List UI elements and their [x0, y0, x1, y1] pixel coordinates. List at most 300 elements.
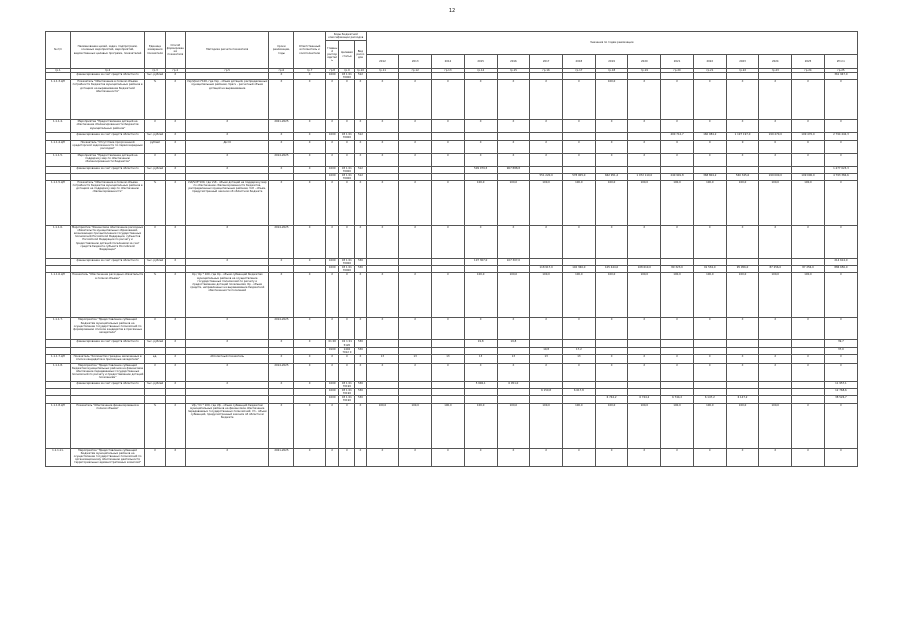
table-cell — [661, 347, 694, 354]
table-cell: Мероприятие "Предоставление дотаций на поддержку мер по обеспечению сбалансированности бюджетов" — [70, 153, 145, 166]
table-cell: 100,0 — [595, 180, 628, 225]
table-cell: Х — [339, 354, 355, 363]
column-number: гр.4 — [165, 69, 185, 73]
table-cell: Х — [185, 225, 269, 258]
header-values-group: Значения по годам реализации — [366, 32, 857, 55]
table-cell — [759, 389, 792, 396]
table-cell: Х — [693, 318, 726, 340]
table-cell — [497, 173, 530, 180]
table-cell — [792, 340, 825, 347]
table-cell: Показатель "Обеспечение в полном объеме потребности бюджетов муниципальных районов в дотациях на выравнивание бюджетной обеспеченности" — [70, 80, 145, 120]
table-cell: Х — [661, 80, 694, 120]
table-cell — [185, 266, 269, 273]
table-row — [46, 225, 858, 258]
table-cell — [185, 347, 269, 354]
table-cell: 530 — [355, 396, 366, 403]
table-cell: Х — [366, 140, 399, 153]
table-cell: Х — [693, 448, 726, 466]
table-cell: % — [145, 80, 165, 120]
table-cell — [464, 347, 497, 354]
table-cell: 03 1 01 70000 — [339, 258, 355, 265]
table-cell: 0100 — [325, 347, 339, 354]
header-name: Наименование целей, задач, подпрограмм, основных мероприятий, мероприятий, ведомственных целевых программ, показателей — [70, 32, 145, 69]
table-cell: 100,0 — [497, 273, 530, 318]
table-cell: Х — [759, 354, 792, 363]
table-cell: 03 1 01 70190 — [339, 389, 355, 396]
table-cell — [70, 396, 145, 403]
table-cell: Х — [165, 80, 185, 120]
table-cell: Мероприятие "Финансовое обеспечение расходных обязательств муниципальных образований, возникающих при выполнении государственных полномочий Российской Федерации, субъектов Российской Федерации по расчету и предоставлению дотаций поселениям за счет средств бюджета субъекта Российской Федерации" — [70, 225, 145, 258]
table-cell: Х — [294, 340, 326, 347]
table-cell: 1000 — [325, 133, 339, 140]
table-cell — [595, 340, 628, 347]
table-cell: 1000 — [325, 266, 339, 273]
header-method: Методика расчета показателя — [185, 32, 269, 69]
table-cell: Х — [355, 140, 366, 153]
table-cell: Х — [759, 153, 792, 166]
table-cell — [628, 347, 661, 354]
table-cell: 1000 — [325, 396, 339, 403]
table-row — [46, 180, 858, 225]
table-cell: 1.1.1.11. — [46, 448, 71, 466]
table-cell — [595, 389, 628, 396]
table-cell: 530 — [355, 258, 366, 265]
table-row — [46, 448, 858, 466]
header-year: 2014 — [432, 55, 465, 69]
table-cell: 100,0 — [628, 273, 661, 318]
table-cell — [432, 73, 465, 80]
table-cell: Х — [339, 403, 355, 448]
table-cell: Х — [726, 225, 759, 258]
table-cell: Х — [165, 180, 185, 225]
table-cell: Х — [294, 80, 326, 120]
table-cell: 1000 — [325, 258, 339, 265]
table-cell: 100,0 — [530, 180, 563, 225]
table-cell: Х — [269, 140, 294, 153]
table-cell — [562, 258, 595, 265]
table-cell: Х — [294, 273, 326, 318]
table-cell: Х — [339, 120, 355, 133]
table-cell: Х — [355, 153, 366, 166]
table-cell — [399, 266, 432, 273]
table-cell — [726, 166, 759, 173]
table-cell: 1402 7012 0 — [339, 347, 355, 354]
table-cell: 105 444,0 — [595, 266, 628, 273]
table-cell — [464, 173, 497, 180]
table-cell — [432, 266, 465, 273]
table-cell: Х — [726, 318, 759, 340]
header-kbk-main-manager: Главный распорядитель — [325, 41, 339, 69]
table-cell — [185, 389, 269, 396]
table-cell: 662 951,2 — [595, 173, 628, 180]
table-cell: 03 1 01 70000 — [339, 133, 355, 140]
table-cell: финансирование за счет средств областного — [70, 381, 145, 388]
table-cell: Х — [355, 363, 366, 381]
table-header — [46, 32, 858, 73]
header-period: Сроки реализации, годы — [269, 32, 294, 69]
table-cell: 967 888,8 — [497, 166, 530, 173]
table-cell: 6 147,2 — [693, 396, 726, 403]
table-cell: Х — [355, 273, 366, 318]
table-cell: Х — [294, 166, 326, 173]
table-cell: 2014-2025 — [269, 225, 294, 258]
table-cell: Х — [339, 80, 355, 120]
table-cell: Х — [726, 80, 759, 120]
table-cell: Vф / Vп * 100, где Vф - объем субвенций бюджетам муниципальных районов на финансовое обеспечение передаваемых государственных полномочий; Vп - объем субвенций, предусмотренный законом об областном бюджете — [185, 403, 269, 448]
table-cell: Х — [399, 448, 432, 466]
table-cell: Х — [165, 225, 185, 258]
header-kbk-target-article: Целевая статья — [339, 41, 355, 69]
table-cell: Х — [355, 120, 366, 133]
table-cell — [366, 340, 399, 347]
table-cell — [562, 73, 595, 80]
table-cell — [269, 347, 294, 354]
table-cell — [399, 173, 432, 180]
table-row — [46, 354, 858, 363]
header-responsible: Ответственный исполнитель и соисполнители — [294, 32, 326, 69]
table-cell: Х — [628, 153, 661, 166]
table-cell: Х — [269, 403, 294, 448]
table-cell: 0 — [792, 140, 825, 153]
table-cell: Х — [294, 258, 326, 265]
table-cell: 2014-2025 — [269, 153, 294, 166]
table-cell: 1.1.1.5.ЦП — [46, 180, 71, 225]
table-cell: Х — [562, 225, 595, 258]
table-cell — [530, 73, 563, 80]
table-cell: 400 712,7 — [661, 133, 694, 140]
table-cell — [366, 133, 399, 140]
table-cell — [693, 389, 726, 396]
table-cell: 368 804,2 — [693, 173, 726, 180]
table-cell — [399, 166, 432, 173]
table-cell: Х — [399, 273, 432, 318]
table-cell — [269, 389, 294, 396]
header-form: Способ формирования показателя — [165, 32, 185, 69]
table-cell — [726, 347, 759, 354]
table-cell: 1.1.1.6. — [46, 225, 71, 258]
table-cell: % — [145, 403, 165, 448]
table-cell — [530, 166, 563, 173]
column-number: гр.21 — [693, 69, 726, 73]
table-cell: Х — [355, 180, 366, 225]
page-number: 12 — [448, 8, 456, 14]
table-cell: Х — [366, 80, 399, 120]
table-cell: Ор / Ор * 100, где Ор - объем субвенций бюджетам муниципальных районов на осуществление государственных полномочий по расчету и предоставлению дотаций поселениям; Ор - объем средств, направленных на выравнивание бюджетной обеспеченности поселений — [185, 273, 269, 318]
table-cell — [366, 166, 399, 173]
table-cell: Х — [824, 354, 857, 363]
table-cell: финансирование за счет средств областного — [70, 73, 145, 80]
table-cell: Vзб/Vсб*100, где Vзб - объем дотаций на поддержку мер по обеспечению сбалансированности бюджетов, распределенных муниципальным районам, Vсб - объем, предусмотренный законом об областном бюджете — [185, 180, 269, 225]
table-cell — [792, 389, 825, 396]
table-cell — [432, 389, 465, 396]
table-cell: Х — [464, 448, 497, 466]
table-cell: Х — [628, 225, 661, 258]
table-cell: 11 957,1 — [824, 381, 857, 388]
table-cell: 39,7 — [824, 340, 857, 347]
column-number: гр.9 — [339, 69, 355, 73]
table-cell: Х — [165, 354, 185, 363]
table-cell: Х — [165, 166, 185, 173]
table-cell: 100,0 — [595, 273, 628, 318]
table-cell: Х — [464, 80, 497, 120]
table-cell: Х — [497, 153, 530, 166]
table-cell: 1.1.1.3.ЦП — [46, 80, 71, 120]
table-cell: 2014-2025 — [269, 363, 294, 381]
table-cell: 100,0 — [530, 403, 563, 448]
table-cell: 38 526,7 — [824, 396, 857, 403]
table-cell: Х — [145, 448, 165, 466]
column-number: гр.15 — [497, 69, 530, 73]
table-cell — [628, 258, 661, 265]
table-cell: 100,0 — [497, 403, 530, 448]
table-cell — [497, 347, 530, 354]
table-cell — [399, 381, 432, 388]
table-cell — [432, 396, 465, 403]
table-cell: 87 256,0 — [792, 266, 825, 273]
table-cell — [792, 396, 825, 403]
table-cell: Х2 1 01 5120 — [339, 340, 355, 347]
table-cell — [70, 389, 145, 396]
table-cell: 199 470,0 — [759, 133, 792, 140]
table-cell: Показатель "Отсутствие просроченной кредиторской задолженности по первоочередным расходам" — [70, 140, 145, 153]
table-cell: Х — [165, 153, 185, 166]
table-cell — [661, 381, 694, 388]
table-cell — [530, 133, 563, 140]
table-cell: Х — [595, 448, 628, 466]
table-cell — [792, 347, 825, 354]
table-cell: Х — [661, 120, 694, 133]
table-cell: Х — [165, 120, 185, 133]
table-cell — [464, 389, 497, 396]
table-cell: Х — [269, 80, 294, 120]
table-cell — [562, 396, 595, 403]
column-number: гр.22 — [726, 69, 759, 73]
table-cell — [661, 258, 694, 265]
table-cell: Х — [269, 258, 294, 265]
table-cell: 100,0 — [792, 180, 825, 225]
table-cell — [269, 396, 294, 403]
header-year: 2016 — [497, 55, 530, 69]
table-cell — [145, 396, 165, 403]
column-number: гр.13 — [432, 69, 465, 73]
table-cell: 100,0 — [464, 403, 497, 448]
table-row — [46, 166, 858, 173]
table-cell: Х — [759, 363, 792, 381]
table-row — [46, 173, 858, 180]
table-cell: Х — [562, 363, 595, 381]
table-cell — [46, 340, 71, 347]
table-cell: 0 — [759, 140, 792, 153]
table-cell: Х — [165, 133, 185, 140]
table-cell: Х — [759, 318, 792, 340]
table-cell: 6 617,8 — [562, 389, 595, 396]
table-cell — [432, 173, 465, 180]
table-cell: Х — [185, 166, 269, 173]
table-cell: 6 147,2 — [726, 396, 759, 403]
table-cell: Х — [399, 318, 432, 340]
table-cell: ед. — [145, 354, 165, 363]
table-cell: 100,0 — [432, 403, 465, 448]
table-cell: Х — [759, 120, 792, 133]
table-cell: Х — [792, 363, 825, 381]
table-cell: Х — [339, 318, 355, 340]
table-cell: 2014-2025 — [269, 318, 294, 340]
table-cell — [792, 166, 825, 173]
table-cell — [145, 266, 165, 273]
table-cell: Х — [325, 403, 339, 448]
table-cell: 1 072 110,0 — [628, 173, 661, 180]
table-cell: 13 — [497, 354, 530, 363]
column-number: гр.18 — [595, 69, 628, 73]
table-cell: Х — [366, 273, 399, 318]
table-cell: Х — [355, 448, 366, 466]
table-cell: Х — [726, 354, 759, 363]
table-cell: 100,0 — [693, 180, 726, 225]
table-cell: Х — [726, 363, 759, 381]
table-cell — [562, 381, 595, 388]
table-cell — [726, 340, 759, 347]
table-row — [46, 80, 858, 120]
table-cell: Х — [269, 73, 294, 80]
table-cell: Х — [432, 225, 465, 258]
table-cell: 100,0 — [693, 273, 726, 318]
table-row — [46, 363, 858, 381]
table-cell — [70, 173, 145, 180]
table-cell: Х — [562, 80, 595, 120]
table-cell: Х — [824, 140, 857, 153]
table-cell: тыс. рублей — [145, 133, 165, 140]
table-cell — [165, 266, 185, 273]
table-cell: Х — [165, 448, 185, 466]
table-cell: Х — [269, 166, 294, 173]
table-cell: Х — [792, 318, 825, 340]
table-cell: Х — [399, 363, 432, 381]
table-cell — [562, 133, 595, 140]
header-unit: Единица измерения показателя — [145, 32, 165, 69]
table-cell — [366, 396, 399, 403]
table-cell: 1 197 197,0 — [726, 133, 759, 140]
table-cell: 4 793 384,6 — [824, 173, 857, 180]
table-cell: финансирование за счет средств областного — [70, 258, 145, 265]
table-cell: Х — [824, 120, 857, 133]
table-cell — [792, 258, 825, 265]
column-number: гр.1 — [46, 69, 71, 73]
table-cell: Х — [759, 448, 792, 466]
table-cell: Х — [497, 363, 530, 381]
table-cell: финансирование за счет средств областного — [70, 340, 145, 347]
table-cell: Х — [339, 225, 355, 258]
table-cell: 100,0 — [661, 180, 694, 225]
table-cell: Х — [824, 153, 857, 166]
table-cell — [464, 266, 497, 273]
table-cell: Х — [294, 318, 326, 340]
table-cell — [165, 347, 185, 354]
table-cell: Х — [325, 120, 339, 133]
table-cell: Х — [165, 403, 185, 448]
table-cell: 100,0 — [661, 273, 694, 318]
table-row — [46, 153, 858, 166]
table-cell — [165, 389, 185, 396]
table-cell: Х — [145, 153, 165, 166]
table-cell: Х — [464, 120, 497, 133]
table-cell: Х — [339, 180, 355, 225]
table-cell: Х — [399, 140, 432, 153]
table-cell: Х — [165, 258, 185, 265]
table-cell: 1.1.1.5. — [46, 153, 71, 166]
table-cell — [759, 258, 792, 265]
column-number: гр.11 — [366, 69, 399, 73]
table-cell — [661, 389, 694, 396]
table-cell — [366, 381, 399, 388]
table-cell: Х — [294, 381, 326, 388]
table-cell: Х — [339, 273, 355, 318]
table-cell: Х — [595, 225, 628, 258]
table-cell: 107 307,0 — [464, 258, 497, 265]
table-cell: Х — [530, 140, 563, 153]
table-cell: Х — [185, 133, 269, 140]
table-cell — [595, 133, 628, 140]
table-cell: Х — [294, 448, 326, 466]
table-cell: Х — [325, 448, 339, 466]
table-cell: 1000 — [325, 173, 339, 180]
table-cell: Показатель "Обеспечение финансирования в полном объеме" — [70, 403, 145, 448]
table-cell — [269, 173, 294, 180]
table-cell: тыс. рублей — [145, 258, 165, 265]
table-cell: Х — [824, 80, 857, 120]
table-cell: Х — [693, 120, 726, 133]
table-cell: 100,0 — [759, 180, 792, 225]
table-cell: Х — [530, 153, 563, 166]
table-cell: 100,0 — [562, 180, 595, 225]
table-cell — [759, 381, 792, 388]
table-body — [46, 73, 858, 466]
table-cell: Х — [355, 403, 366, 448]
table-cell: 100,0 — [759, 273, 792, 318]
header-year: 2025 — [792, 55, 825, 69]
table-cell: 512 — [355, 166, 366, 173]
table-cell — [432, 347, 465, 354]
table-cell: Х — [661, 448, 694, 466]
table-cell — [726, 258, 759, 265]
table-cell: Х — [595, 153, 628, 166]
table-cell: Х — [693, 153, 726, 166]
table-cell: 1.1.1.7. — [46, 318, 71, 340]
table-cell: Х — [530, 120, 563, 133]
table-cell: Vзр/Vрасч*100, где Vзр - объем дотаций, распределенных муниципальным районам, Vрасч - расчетный объем дотаций на выравнивание — [185, 80, 269, 120]
table-cell: Мероприятие "Предоставление субвенций бюджетам муниципальных районов на финансовое обеспечение передаваемых государственных полномочий по расчету и предоставлению дотаций поселениям" — [70, 363, 145, 381]
table-cell — [693, 347, 726, 354]
table-cell: Х — [530, 80, 563, 120]
table-cell: Х — [824, 273, 857, 318]
column-number: гр.7 — [294, 69, 326, 73]
table-cell: Показатель "Количество граждан, включенных в списки кандидатов в присяжные заседатели" — [70, 354, 145, 363]
table-cell — [46, 389, 71, 396]
table-cell — [628, 381, 661, 388]
table-cell: Х — [366, 180, 399, 225]
table-cell: Х — [294, 140, 326, 153]
table-cell: Х — [792, 448, 825, 466]
table-cell: 2021-2025 — [269, 120, 294, 133]
table-cell — [46, 396, 71, 403]
table-cell: Х — [294, 180, 326, 225]
table-cell: Х — [432, 180, 465, 225]
header-year: 2020 — [628, 55, 661, 69]
table-cell: Х — [185, 381, 269, 388]
table-cell: 512 — [355, 73, 366, 80]
table-cell: Х — [726, 153, 759, 166]
table-cell: Х — [628, 80, 661, 120]
table-cell: Х — [294, 133, 326, 140]
